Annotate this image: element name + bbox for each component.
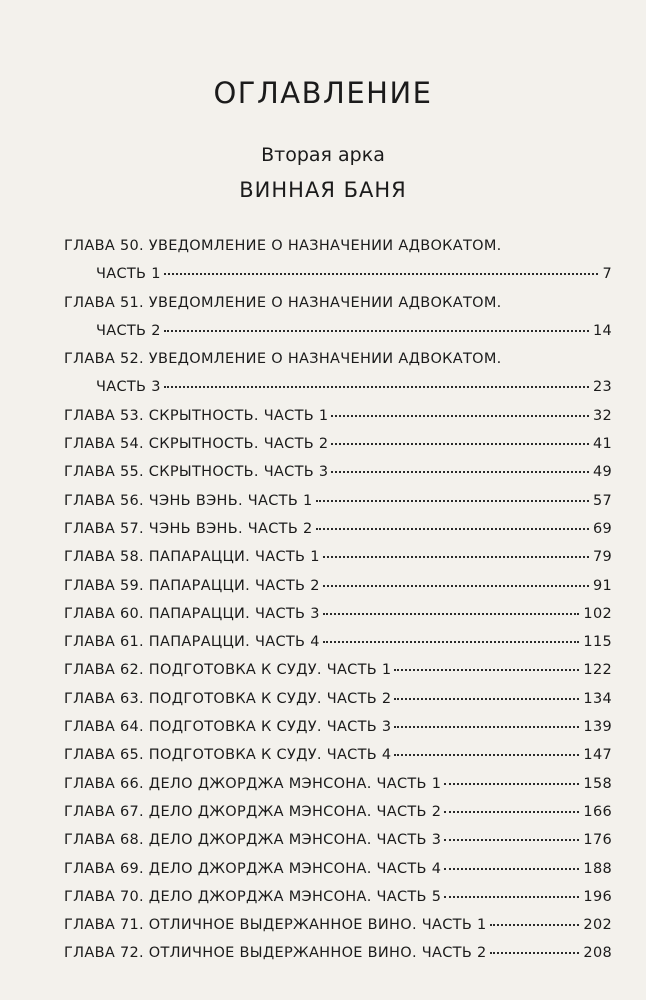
- toc-entry-title: ГЛАВА 62. ПОДГОТОВКА К СУДУ. ЧАСТЬ 1: [64, 662, 392, 679]
- toc-entry-title: ГЛАВА 70. ДЕЛО ДЖОРДЖА МЭНСОНА. ЧАСТЬ 5: [64, 888, 442, 905]
- toc-entry-page: 91: [592, 577, 612, 594]
- dot-leader: [323, 556, 589, 558]
- toc-entry-title: ГЛАВА 68. ДЕЛО ДЖОРДЖА МЭНСОНА. ЧАСТЬ 3: [64, 832, 442, 849]
- toc-entry[interactable]: [64, 458, 612, 486]
- dot-leader: [444, 839, 579, 841]
- dot-leader: [490, 924, 580, 926]
- toc-entry[interactable]: [64, 289, 612, 346]
- toc-entry[interactable]: [64, 628, 612, 656]
- toc-entry-page: 79: [592, 549, 612, 566]
- arc-subtitle: Вторая арка: [261, 144, 385, 166]
- toc-entry-title: ГЛАВА 65. ПОДГОТОВКА К СУДУ. ЧАСТЬ 4: [64, 747, 392, 764]
- dot-leader: [164, 273, 599, 275]
- toc-entry[interactable]: [64, 855, 612, 883]
- dot-leader: [316, 528, 589, 530]
- toc-entry-page: 202: [583, 917, 612, 934]
- toc-entry-title: ГЛАВА 64. ПОДГОТОВКА К СУДУ. ЧАСТЬ 3: [64, 719, 392, 736]
- toc-entry[interactable]: [64, 713, 612, 741]
- toc-entry-title: ГЛАВА 63. ПОДГОТОВКА К СУДУ. ЧАСТЬ 2: [64, 690, 392, 707]
- toc-entry[interactable]: [64, 572, 612, 600]
- toc-entry-page: 57: [592, 492, 612, 509]
- toc-entry[interactable]: [64, 515, 612, 543]
- dot-leader: [331, 471, 589, 473]
- toc-entry-title: ГЛАВА 67. ДЕЛО ДЖОРДЖА МЭНСОНА. ЧАСТЬ 2: [64, 803, 442, 820]
- toc-entry-title: ГЛАВА 51. УВЕДОМЛЕНИЕ О НАЗНАЧЕНИИ АДВОКАТОМ.: [64, 294, 502, 311]
- table-of-contents: [64, 232, 612, 968]
- toc-entry-page: 166: [583, 803, 612, 820]
- toc-entry-page: 23: [592, 379, 612, 396]
- toc-entry-title: ГЛАВА 71. ОТЛИЧНОЕ ВЫДЕРЖАННОЕ ВИНО. ЧАСТЬ 1: [64, 917, 487, 934]
- dot-leader: [331, 415, 589, 417]
- toc-entry-page: 49: [592, 464, 612, 481]
- toc-entry[interactable]: [64, 826, 612, 854]
- toc-entry-title-continued: ЧАСТЬ 2: [96, 322, 161, 339]
- toc-entry-title: ГЛАВА 54. СКРЫТНОСТЬ. ЧАСТЬ 2: [64, 436, 329, 453]
- toc-entry[interactable]: [64, 741, 612, 769]
- toc-entry-title: ГЛАВА 55. СКРЫТНОСТЬ. ЧАСТЬ 3: [64, 464, 329, 481]
- dot-leader: [444, 783, 579, 785]
- toc-entry-page: 158: [583, 775, 612, 792]
- page-title: ОГЛАВЛЕНИЕ: [213, 76, 433, 110]
- toc-entry-page: 196: [583, 888, 612, 905]
- toc-entry-page: 102: [583, 605, 612, 622]
- toc-entry-title: ГЛАВА 52. УВЕДОМЛЕНИЕ О НАЗНАЧЕНИИ АДВОКАТОМ.: [64, 351, 502, 368]
- toc-entry[interactable]: [64, 487, 612, 515]
- toc-entry-title-continued: ЧАСТЬ 3: [96, 379, 161, 396]
- toc-entry-page: 41: [592, 436, 612, 453]
- toc-entry-page: 69: [592, 520, 612, 537]
- toc-entry-title: ГЛАВА 59. ПАПАРАЦЦИ. ЧАСТЬ 2: [64, 577, 320, 594]
- dot-leader: [444, 896, 579, 898]
- toc-entry[interactable]: [64, 345, 612, 402]
- toc-entry-page: 176: [583, 832, 612, 849]
- toc-entry[interactable]: [64, 656, 612, 684]
- dot-leader: [394, 754, 579, 756]
- dot-leader: [394, 669, 579, 671]
- toc-entry[interactable]: [64, 798, 612, 826]
- toc-entry-page: 7: [602, 266, 612, 283]
- toc-entry[interactable]: [64, 543, 612, 571]
- dot-leader: [331, 443, 589, 445]
- arc-name: ВИННАЯ БАНЯ: [239, 178, 407, 202]
- toc-entry-page: 122: [583, 662, 612, 679]
- toc-entry[interactable]: [64, 685, 612, 713]
- toc-entry-page: 188: [583, 860, 612, 877]
- toc-entry-title: ГЛАВА 58. ПАПАРАЦЦИ. ЧАСТЬ 1: [64, 549, 320, 566]
- toc-entry-page: 147: [583, 747, 612, 764]
- dot-leader: [444, 868, 579, 870]
- toc-entry-page: 32: [592, 407, 612, 424]
- dot-leader: [490, 952, 580, 954]
- toc-entry-page: 115: [583, 634, 612, 651]
- dot-leader: [323, 613, 580, 615]
- dot-leader: [323, 641, 580, 643]
- toc-entry-title: ГЛАВА 50. УВЕДОМЛЕНИЕ О НАЗНАЧЕНИИ АДВОКАТОМ.: [64, 238, 502, 254]
- toc-entry-title: ГЛАВА 56. ЧЭНЬ ВЭНЬ. ЧАСТЬ 1: [64, 492, 313, 509]
- toc-entry[interactable]: [64, 430, 612, 458]
- toc-entry-title: ГЛАВА 72. ОТЛИЧНОЕ ВЫДЕРЖАННОЕ ВИНО. ЧАСТЬ 2: [64, 945, 487, 962]
- toc-entry-title-continued: ЧАСТЬ 1: [96, 266, 161, 283]
- toc-entry-title: ГЛАВА 61. ПАПАРАЦЦИ. ЧАСТЬ 4: [64, 634, 320, 651]
- dot-leader: [316, 500, 589, 502]
- toc-entry-title: ГЛАВА 60. ПАПАРАЦЦИ. ЧАСТЬ 3: [64, 605, 320, 622]
- toc-entry-page: 139: [583, 719, 612, 736]
- toc-entry-title: ГЛАВА 57. ЧЭНЬ ВЭНЬ. ЧАСТЬ 2: [64, 520, 313, 537]
- toc-entry-page: 134: [583, 690, 612, 707]
- dot-leader: [444, 811, 579, 813]
- toc-entry[interactable]: [64, 939, 612, 967]
- toc-entry-page: 14: [592, 322, 612, 339]
- toc-entry[interactable]: [64, 402, 612, 430]
- toc-entry[interactable]: [64, 911, 612, 939]
- toc-entry[interactable]: [64, 600, 612, 628]
- toc-entry-title: ГЛАВА 53. СКРЫТНОСТЬ. ЧАСТЬ 1: [64, 407, 329, 424]
- toc-entry[interactable]: [64, 883, 612, 911]
- toc-entry[interactable]: [64, 770, 612, 798]
- toc-entry-title: ГЛАВА 66. ДЕЛО ДЖОРДЖА МЭНСОНА. ЧАСТЬ 1: [64, 775, 442, 792]
- toc-entry-title: ГЛАВА 69. ДЕЛО ДЖОРДЖА МЭНСОНА. ЧАСТЬ 4: [64, 860, 442, 877]
- toc-entry-page: 208: [583, 945, 612, 962]
- dot-leader: [164, 330, 589, 332]
- toc-entry[interactable]: [64, 232, 612, 289]
- dot-leader: [394, 698, 579, 700]
- dot-leader: [164, 386, 589, 388]
- dot-leader: [323, 585, 589, 587]
- dot-leader: [394, 726, 579, 728]
